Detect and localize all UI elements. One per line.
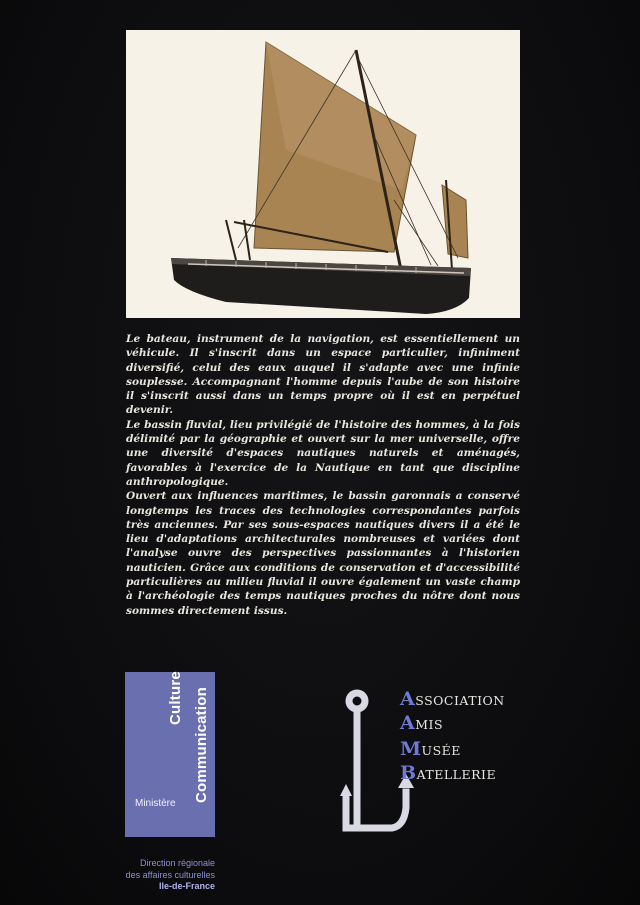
association-initial-1: A [400,688,416,710]
cover-text [126,332,520,618]
drac-line-1: Direction régionale [139,858,215,868]
paragraph-3: Ouvert aux influences maritimes, le bassin garonnais a conservé longtemps les traces des technologies correspondantes parfois très anciennes. Par ses sous-espaces nautiques divers il a été le lieu d'adaptations architecturales nombreuses et variées dont l'analyse ouvre des perspectives passionnantes à l'historien nauticien. Grâce aux conditions de conservation et d'accessibilité particulières au milieu fluvial il ouvre également un vaste champ à l'archéologie des temps nautiques proches du nôtre dont nous sommes directement issus. [126,490,520,617]
ministry-culture-label: Culture [167,671,184,725]
ministry-communication-label: Communication [193,687,210,803]
ministry-label: Ministère [135,798,176,809]
association-rest-4: ATELLERIE [416,767,497,782]
association-rest-2: MIS [415,717,444,732]
sailboat-photo [126,30,520,318]
association-line-2 [400,712,443,734]
paragraph-2: Le bassin fluvial, lieu privilégié de l'histoire des hommes, à la fois délimité par la géographie et ouvert sur la mer universelle, offre une diversité d'espaces nautiques naturels et aménagés, favorables à l'exercice de la Nautique en tant que discipline anthropologique. [126,418,520,488]
association-line-1 [400,688,505,710]
association-line-3 [400,738,461,760]
paragraph-1: Le bateau, instrument de la navigation, est essentiellement un véhicule. Il s'inscrit dans un espace particulier, infiniment diversifié, celui des eaux auquel il s'adapte avec une infinie souplesse. Accompagnant l'homme depuis l'aube de son histoire il s'inscrit aussi dans un temps propre où il est en perpétuel devenir. [126,333,520,417]
association-rest-3: USÉE [421,743,461,758]
drac-line-2: des affaires culturelles [125,869,215,880]
drac-credit [110,858,215,893]
drac-line-3: Ile-de-France [158,881,215,891]
ministry-vertical-title [125,672,215,837]
association-initial-4: B [400,762,417,784]
association-rest-1: SSOCIATION [415,693,505,708]
association-initial-3: M [400,738,422,760]
association-initial-2: A [400,712,416,734]
sailboat-illustration [126,30,520,318]
ministry-logo [125,672,215,837]
association-line-4 [400,762,496,784]
